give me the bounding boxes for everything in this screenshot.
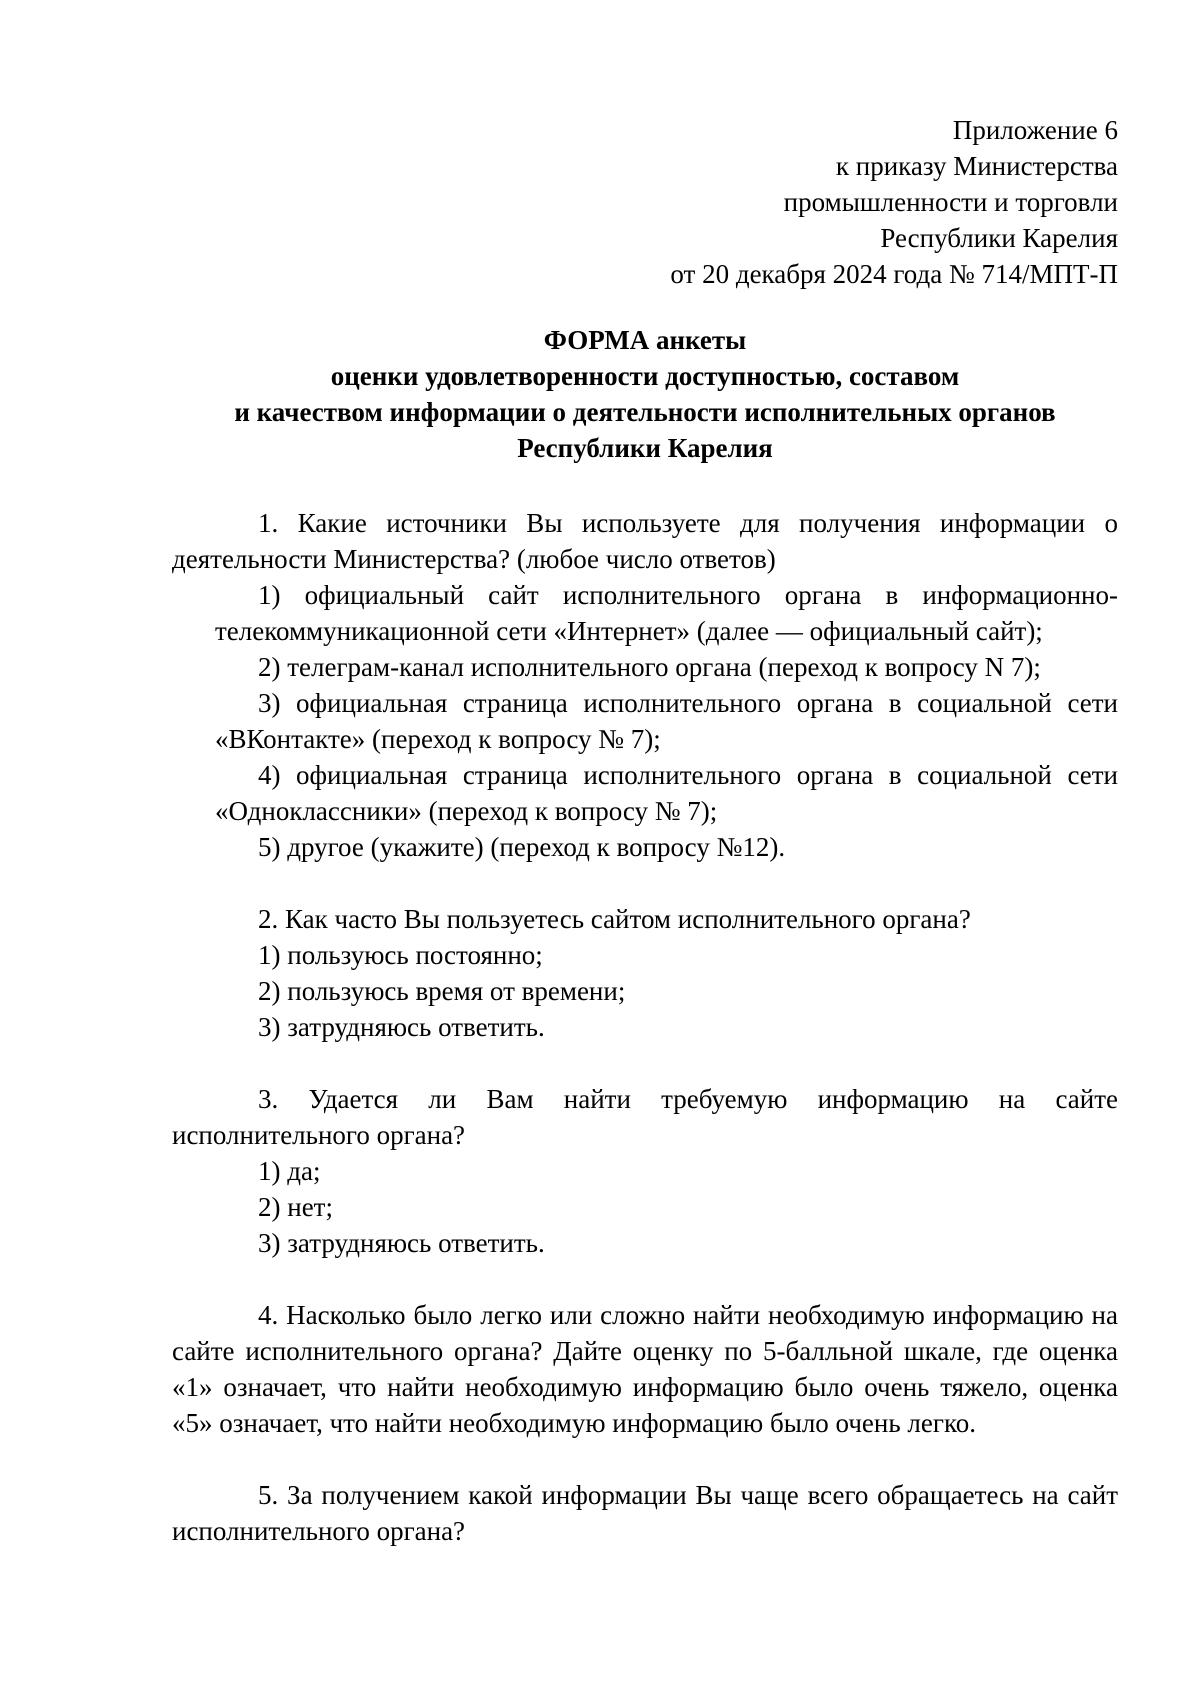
appendix-line: от 20 декабря 2024 года № 714/МПТ-П [670,259,1118,289]
form-title-line: оценки удовлетворенности доступностью, составом [330,361,960,391]
answer-option: 3) официальная страница исполнительного органа в социальной сети «ВКонтакте» (переход к вопросу № 7); [215,688,1118,754]
answer-option: 2) пользуюсь время от времени; [258,976,626,1006]
answer-option: 4) официальная страница исполнительного органа в социальной сети «Одноклассники» (переход к вопросу № 7); [215,760,1118,826]
answer-option: 3) затрудняюсь ответить. [258,1012,545,1042]
question-text: 4. Насколько было легко или сложно найти необходимую информацию на сайте исполнительного органа? Дайте оценку по 5-балльной шкале, где оценка «1» означает, что найти необходимую информацию было очень тяжело, оценка «5» означает, что найти необходимую информацию было очень легко. [172,1300,1118,1438]
question-text: 5. За получением какой информации Вы чаще всего обращаетесь на сайт исполнительного органа? [172,1480,1118,1546]
form-title-line: ФОРМА анкеты [543,325,747,355]
answer-option: 2) нет; [258,1192,333,1222]
form-title-line: Республики Карелия [517,433,773,463]
answer-option: 1) официальный сайт исполнительного органа в информационно-телекоммуникационной сети «Интернет» (далее — официальный сайт); [215,580,1118,646]
form-title-line: и качеством информации о деятельности исполнительных органов [234,397,1056,427]
answer-option: 3) затрудняюсь ответить. [258,1228,545,1258]
document-page [172,112,1118,1549]
appendix-line: Приложение 6 [952,115,1118,145]
question-text: 3. Удается ли Вам найти требуемую информацию на сайте исполнительного органа? [172,1084,1118,1150]
question-block-4 [172,1297,1118,1441]
question-block-5 [172,1477,1118,1549]
question-text: 2. Как часто Вы пользуетесь сайтом исполнительного органа? [258,904,971,934]
appendix-line: промышленности и торговли [783,187,1118,217]
appendix-line: Республики Карелия [880,223,1118,253]
answer-option: 1) да; [258,1156,321,1186]
question-block-2 [172,901,1118,1045]
answer-option: 1) пользуюсь постоянно; [258,940,543,970]
question-text: 1. Какие источники Вы используете для получения информации о деятельности Министерства? (любое число ответов) [172,508,1118,574]
question-block-3 [172,1081,1118,1261]
question-block-1 [172,505,1118,865]
answer-option: 2) телеграм-канал исполнительного органа (переход к вопросу N 7); [258,652,1041,682]
answer-option: 5) другое (укажите) (переход к вопросу №12). [258,832,786,862]
form-title [172,322,1118,466]
appendix-line: к приказу Министерства [835,151,1118,181]
appendix-header [172,112,1118,292]
